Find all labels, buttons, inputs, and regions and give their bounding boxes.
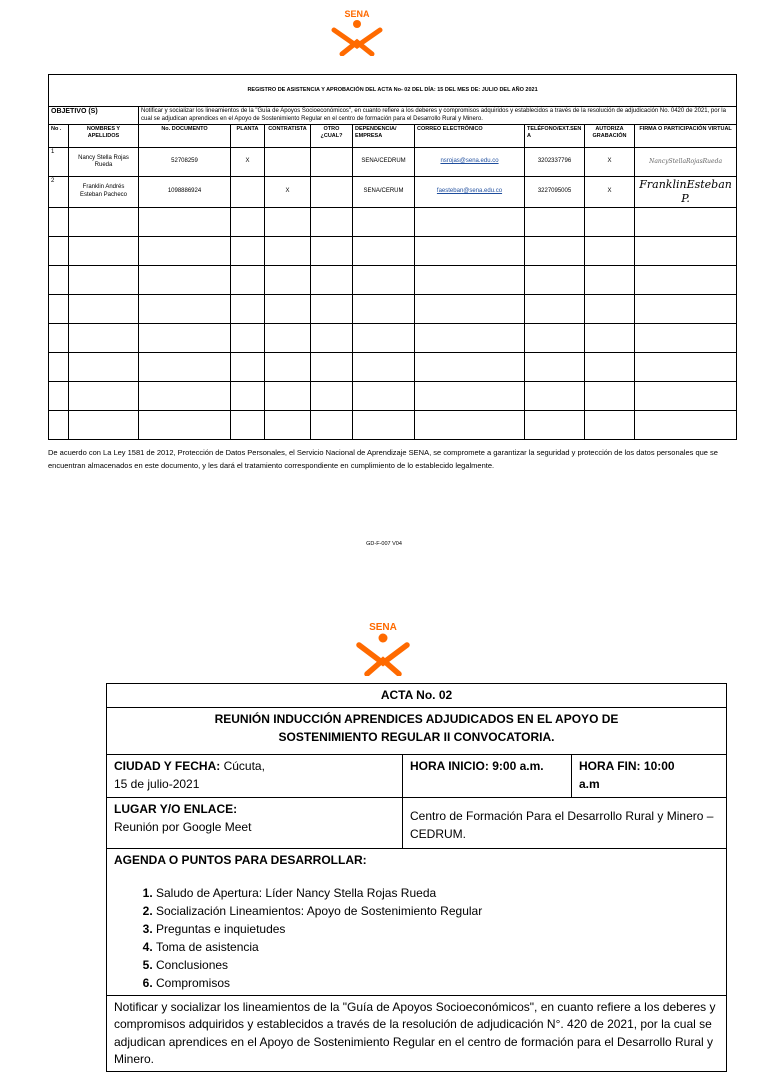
privacy-notice: De acuerdo con La Ley 1581 de 2012, Protección de Datos Personales, el Servicio Nacional de Aprendizaje SENA, se compromete a garantizar la seguridad y protección de los datos personales que se encuentran almacenados en este documento, y les dará el tratamiento correspondiente en cumplimiento de lo establecido legalmente. [48, 448, 718, 471]
row-planta [231, 177, 265, 208]
row-signature [635, 177, 737, 208]
row-phone: 3202337796 [525, 148, 585, 177]
row-email-cell [415, 177, 525, 208]
sena-logo [327, 8, 387, 56]
logo-text: SENA [344, 9, 370, 19]
end-time-label: HORA FIN: [579, 759, 641, 774]
table-row [49, 148, 737, 177]
end-time-value: a.m [579, 776, 600, 791]
col-header: OTRO ¿CUAL? [311, 125, 353, 148]
row-number: 1 [49, 148, 69, 177]
empty-row [49, 381, 737, 410]
agenda-label: AGENDA O PUNTOS PARA DESARROLLAR: [114, 853, 367, 868]
meeting-title: REUNIÓN INDUCCIÓN APRENDICES ADJUDICADOS EN EL APOYO DE SOSTENIMIENTO REGULAR II CONVOCATORIA. [107, 708, 727, 755]
place-cell [107, 798, 403, 849]
row-contratista [265, 148, 311, 177]
col-header: AUTORIZA GRABACIÓN [585, 125, 635, 148]
agenda-item: 5. Conclusiones [156, 956, 719, 974]
objective-label: OBJETIVO (S) [49, 107, 139, 125]
row-autoriza: X [585, 177, 635, 208]
agenda-cell [107, 849, 727, 995]
agenda-item: 1. Saludo de Apertura: Líder Nancy Stella Rojas Rueda [156, 884, 719, 902]
row-otro [311, 148, 353, 177]
end-time-cell [572, 755, 727, 798]
col-header: NOMBRES Y APELLIDOS [69, 125, 139, 148]
row-number: 2 [49, 177, 69, 208]
agenda-item: 2. Socialización Lineamientos: Apoyo de Sostenimiento Regular [156, 902, 719, 920]
row-contratista: X [265, 177, 311, 208]
place-label: LUGAR Y/O ENLACE: [114, 802, 238, 817]
acta-table [106, 683, 727, 1072]
sena-logo-icon [328, 8, 386, 56]
empty-row [49, 294, 737, 323]
city-date-value: 15 de julio-2021 [114, 776, 200, 791]
start-time-value: 9:00 a.m. [492, 759, 544, 774]
city-date-value: Cúcuta, [223, 759, 265, 774]
col-header: No . [49, 125, 69, 148]
logo-text: SENA [369, 622, 397, 633]
empty-row [49, 410, 737, 439]
col-header: PLANTA [231, 125, 265, 148]
signature-image: NancyStellaRojasRueda [649, 157, 723, 165]
attendance-header-row [49, 125, 737, 148]
row-document: 52708259 [139, 148, 231, 177]
city-date-label: CIUDAD Y FECHA: [114, 759, 221, 774]
row-dependencia: SENA/CERUM [353, 177, 415, 208]
col-header: CORREO ELECTRÓNICO [415, 125, 525, 148]
place-value: Reunión por Google Meet [114, 819, 252, 834]
agenda-item: 3. Preguntas e inquietudes [156, 920, 719, 938]
col-header: TELÉFONO/EXT.SEN A [525, 125, 585, 148]
agenda-list [114, 884, 719, 992]
objective-text: Notificar y socializar los lineamientos de la "Guía de Apoyos Socioeconómicos", en cuanto refiere a los deberes y compromisos adquiridos y establecidos a través de la resolución de adjudicación No. 0420 de 2021, por la cual se adjudican aprendices en el Apoyo de Sostenimiento Regular en el centro de formación para el Desarrollo Rural y Minero. [139, 107, 737, 125]
end-time-value: 10:00 [643, 759, 675, 774]
col-header: CONTRATISTA [265, 125, 311, 148]
row-planta: X [231, 148, 265, 177]
email-link[interactable]: faesteban@sena.edu.co [436, 188, 503, 194]
acta-number: ACTA No. 02 [107, 684, 727, 708]
agenda-item: 4. Toma de asistencia [156, 938, 719, 956]
empty-row [49, 352, 737, 381]
city-date-cell [107, 755, 403, 798]
objective-paragraph: Notificar y socializar los lineamientos de la "Guía de Apoyos Socioeconómicos", en cuanto refiere a los deberes y compromisos adquiridos y establecidos a través de la resolución de adjudicación N°. 420 de 2021, por la cual se adjudican aprendices en el Apoyo de Sostenimiento Regular en el centro de formación para el Desarrollo Rural y Minero. [107, 995, 727, 1072]
col-header: DEPENDENCIA/ EMPRESA [353, 125, 415, 148]
row-phone: 3227095005 [525, 177, 585, 208]
empty-row [49, 236, 737, 265]
col-header: No. DOCUMENTO [139, 125, 231, 148]
sena-logo-icon [354, 620, 412, 676]
empty-row [49, 265, 737, 294]
row-otro [311, 177, 353, 208]
attendance-title: REGISTRO DE ASISTENCIA Y APROBACIÓN DEL ACTA No- 02 DEL DÍA: 15 DEL MES DE: JULIO DEL AÑO 2021 [49, 75, 737, 107]
form-code: GD-F-007 V04 [366, 541, 402, 547]
row-name: Franklin Andrés Esteban Pacheco [69, 177, 139, 208]
col-header: FIRMA O PARTICIPACIÓN VIRTUAL [635, 125, 737, 148]
row-signature [635, 148, 737, 177]
table-row [49, 177, 737, 208]
start-time-label: HORA INICIO: [410, 759, 489, 774]
row-dependencia: SENA/CEDRUM [353, 148, 415, 177]
agenda-item: 6. Compromisos [156, 974, 719, 992]
start-time-cell [403, 755, 572, 798]
row-document: 1098886924 [139, 177, 231, 208]
sena-logo [353, 620, 413, 676]
row-email-cell [415, 148, 525, 177]
center-name: Centro de Formación Para el Desarrollo Rural y Minero –CEDRUM. [403, 798, 727, 849]
row-name: Nancy Stella Rojas Rueda [69, 148, 139, 177]
signature-image: FranklinEsteban P. [639, 178, 732, 205]
empty-row [49, 323, 737, 352]
row-autoriza: X [585, 148, 635, 177]
attendance-table [48, 74, 737, 440]
email-link[interactable]: nsrojas@sena.edu.co [440, 158, 499, 165]
empty-row [49, 207, 737, 236]
